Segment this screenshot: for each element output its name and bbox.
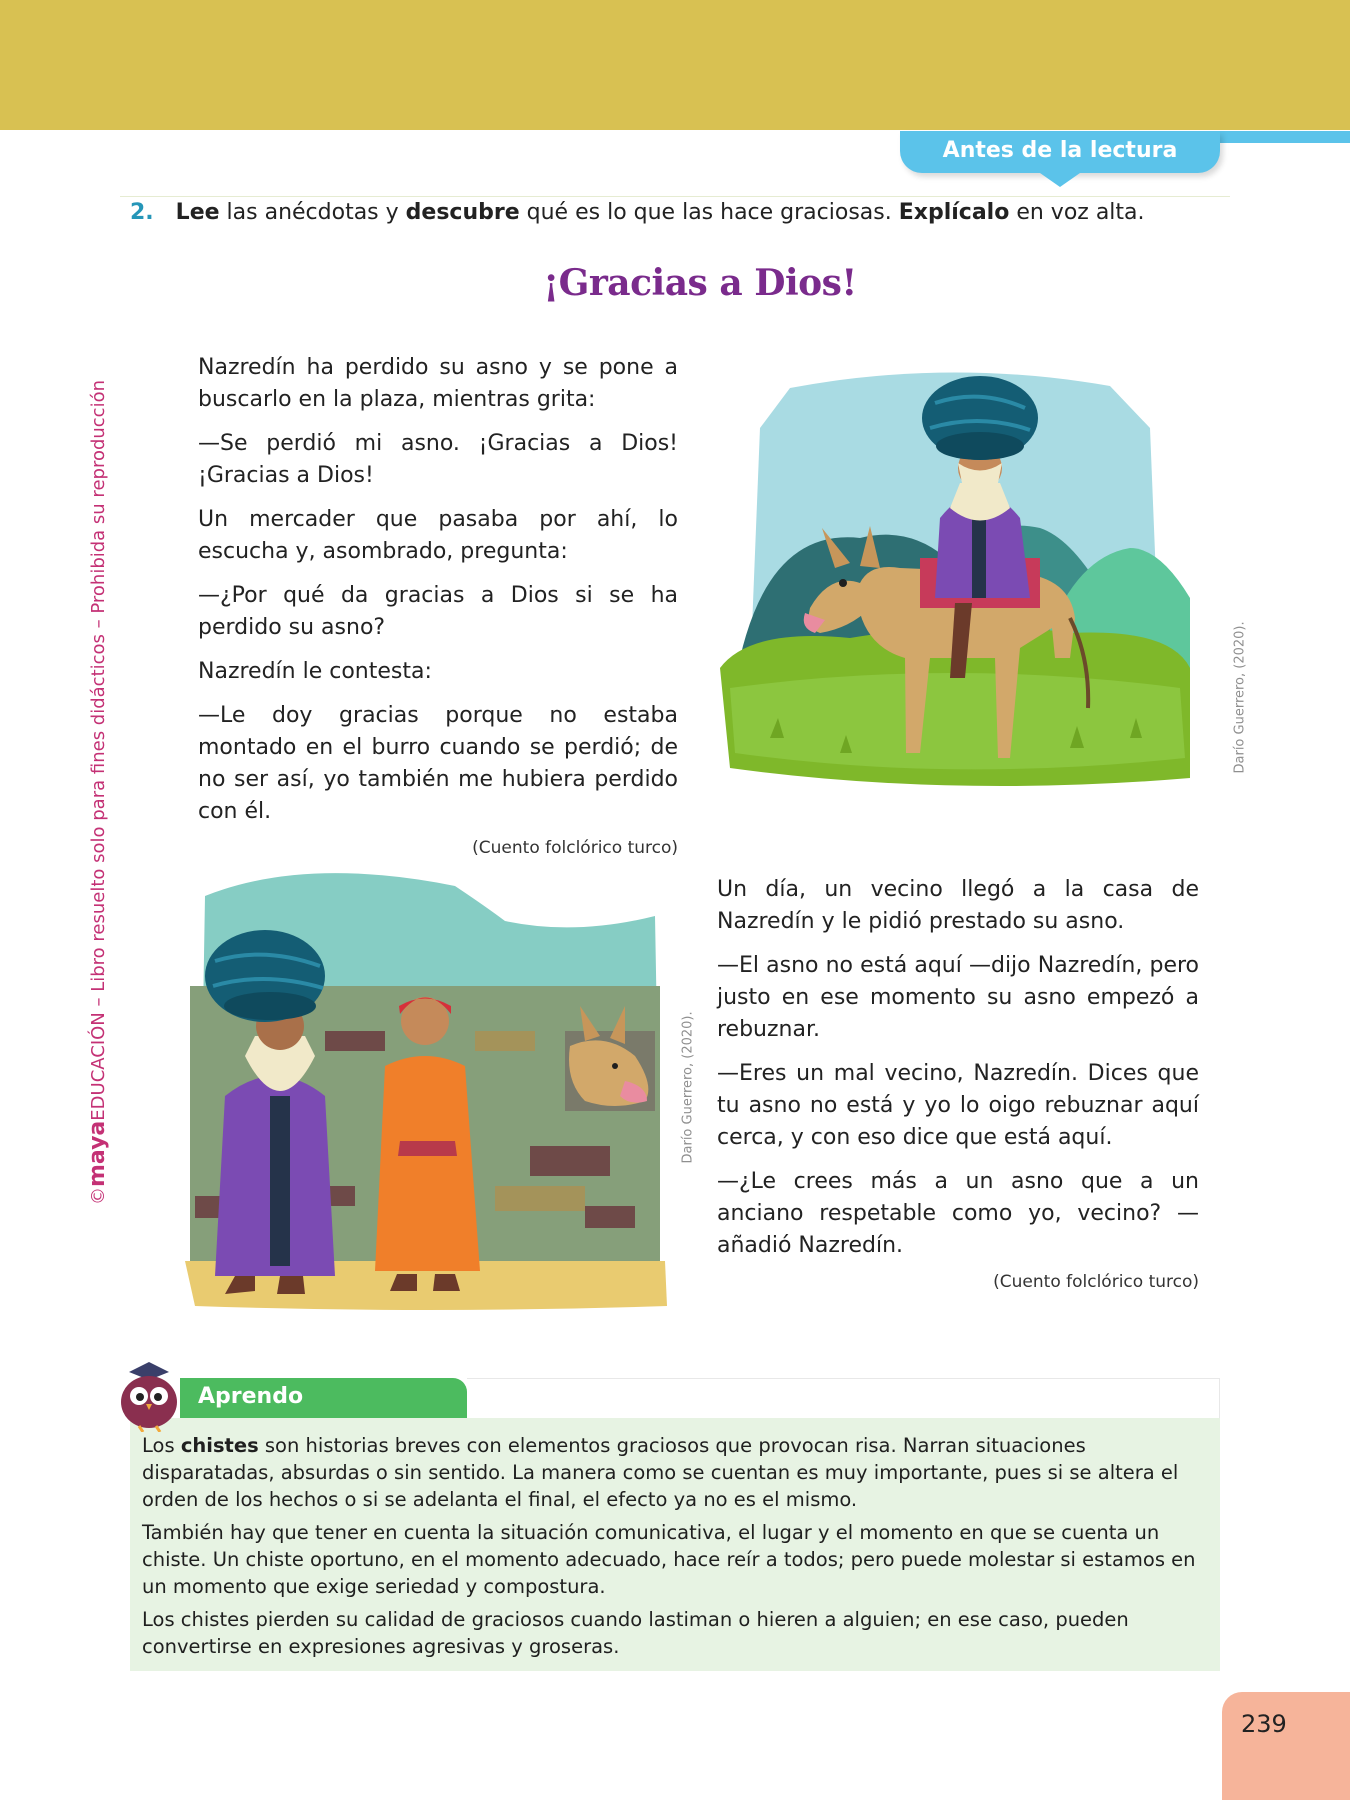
story-paragraph: —¿Le crees más a un asno que a un anciano respetable como yo, vecino? —añadió Nazredín. [717, 1169, 1199, 1258]
story-paragraph: —Se perdió mi asno. ¡Gracias a Dios! ¡Gracias a Dios! [198, 431, 678, 488]
story-1 [198, 352, 678, 876]
section-tab: Antes de la lectura [900, 131, 1220, 173]
page-number-tab [1222, 1692, 1350, 1800]
story-paragraph: Un día, un vecino llegó a la casa de Nazredín y le pidió prestado su asno. [717, 877, 1199, 934]
story-paragraph: —Le doy gracias porque no estaba montado en el burro cuando se perdió; de no ser así, yo también me hubiera perdido con él. [198, 703, 678, 824]
story-source: (Cuento folclórico turco) [993, 1272, 1199, 1292]
aprendo-outline [467, 1378, 1220, 1418]
instruction-text: las anécdotas y [219, 200, 406, 225]
illustration-nazredin-and-neighbor [185, 866, 677, 1311]
aprendo-paragraph: Los chistes pierden su calidad de graciosos cuando lastiman o hieren a alguien; en ese caso, pueden convertirse en expresiones agresivas y groseras. [142, 1608, 1129, 1658]
copyright-symbol: © [88, 1187, 109, 1205]
copyright-text: EDUCACIÓN – Libro resuelto solo para fines didácticos – Prohibida su reproducción [88, 379, 109, 1121]
illustration-credit: Darío Guerrero, (2020). [680, 1011, 696, 1164]
story-paragraph: Nazredín le contesta: [198, 659, 432, 684]
story-source: (Cuento folclórico turco) [472, 838, 678, 858]
text-span: Los [142, 1434, 181, 1457]
activity-number: 2. [130, 200, 154, 225]
header-band [0, 0, 1350, 130]
highlighted-term: chistes [180, 1434, 259, 1457]
story-paragraph: —Eres un mal vecino, Nazredín. Dices que tu asno no está y yo lo oigo rebuznar aquí cerca, y con eso dice que está aquí. [717, 1061, 1199, 1150]
section-rule [120, 196, 1230, 197]
illustration-credit: Darío Guerrero, (2020). [1232, 621, 1248, 774]
instruction-verb: Lee [175, 200, 220, 225]
copyright-notice [85, 379, 115, 1205]
story-paragraph: —¿Por qué da gracias a Dios si se ha perdido su asno? [198, 583, 678, 640]
aprendo-paragraph [142, 1432, 1212, 1513]
story-title: ¡Gracias a Dios! [543, 262, 857, 304]
aprendo-label: Aprendo [198, 1384, 304, 1409]
text-span: son historias breves con elementos graciosos que provocan risa. Narran situaciones disparatadas, absurdas o sin sentido. La manera como se cuentan es muy importante, pues si se altera el orden de los hechos o si se adelanta el final, el efecto ya no es el mismo. [142, 1434, 1179, 1511]
instruction-verb: Explícalo [898, 200, 1010, 225]
story-paragraph: Un mercader que pasaba por ahí, lo escucha y, asombrado, pregunta: [198, 507, 678, 564]
instruction-verb: descubre [405, 200, 520, 225]
story-paragraph: —El asno no está aquí —dijo Nazredín, pero justo en ese momento su asno empezó a rebuznar. [717, 953, 1199, 1042]
illustration-nazredin-on-donkey [710, 358, 1200, 798]
instruction-text: qué es lo que las hace graciosas. [519, 200, 899, 225]
story-paragraph: Nazredín ha perdido su asno y se pone a buscarlo en la plaza, mientras grita: [198, 355, 678, 412]
page-number: 239 [1241, 1710, 1287, 1738]
activity-instruction [130, 200, 1145, 225]
instruction-text: en voz alta. [1009, 200, 1145, 225]
aprendo-text [142, 1432, 1212, 1666]
aprendo-paragraph: También hay que tener en cuenta la situación comunicativa, el lugar y el momento en que se cuenta un chiste. Un chiste oportuno, en el momento adecuado, hace reír a todos; pero puede molestar si estamos en un momento que exige seriedad y compostura. [142, 1521, 1196, 1598]
owl-icon [114, 1352, 184, 1432]
brand-logo-text: maya [85, 1120, 110, 1187]
story-2 [717, 874, 1199, 1310]
